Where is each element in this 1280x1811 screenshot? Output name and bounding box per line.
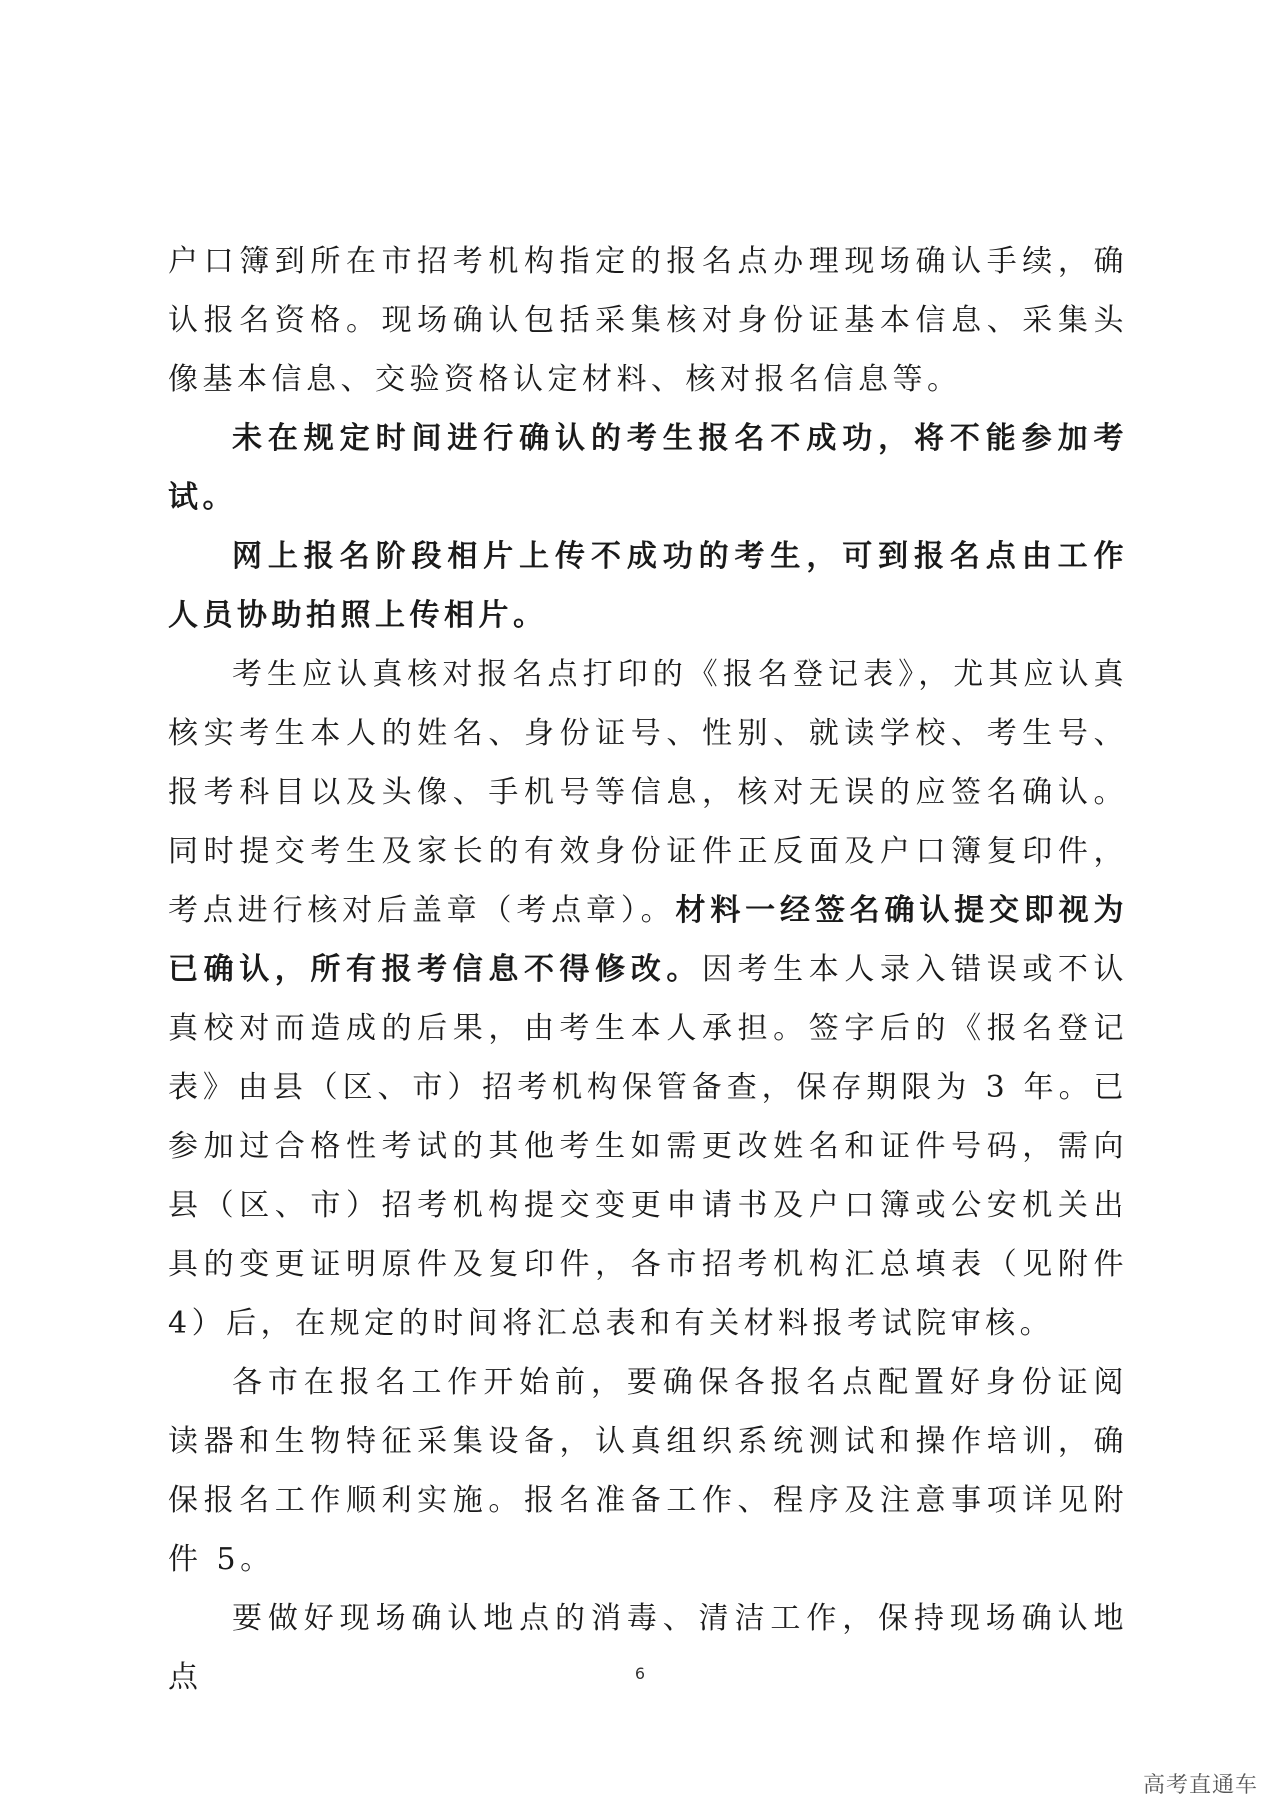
document-body [168,232,1128,1707]
paragraph-confirmation-procedure: 户口簿到所在市招考机构指定的报名点办理现场确认手续，确认报名资格。现场确认包括采集核对身份证基本信息、采集头像基本信息、交验资格认定材料、核对报名信息等。 [168,244,1128,397]
registration-form-retention-text: 因考生本人录入错误或不认真校对而造成的后果，由考生本人承担。签字后的《报名登记表》由县（区、市）招考机构保管备查，保存期限为 3 年。已参加过合格性考试的其他考生如需更改姓名和证件号码，需向县（区、市）招考机构提交变更申请书及户口簿或公安机关出具的变更证明原件及复印件，各市招考机构汇总填表（见附件 4）后，在规定的时间将汇总表和有关材料报考试院审核。 [168,952,1129,1341]
paragraph-unconfirmed-warning: 未在规定时间进行确认的考生报名不成功，将不能参加考试。 [168,421,1128,515]
watermark: 高考直通车 [1142,1773,1258,1798]
paragraph-equipment-preparation: 各市在报名工作开始前，要确保各报名点配置好身份证阅读器和生物特征采集设备，认真组织系统测试和操作培训，确保报名工作顺利实施。报名准备工作、程序及注意事项详见附件 5。 [168,1365,1128,1577]
paragraph-disinfection: 要做好现场确认地点的消毒、清洁工作，保持现场确认地点 [168,1601,1128,1695]
paragraph-photo-upload: 网上报名阶段相片上传不成功的考生，可到报名点由工作人员协助拍照上传相片。 [168,539,1128,633]
registration-form-check-text: 考生应认真核对报名点打印的《报名登记表》，尤其应认真核实考生本人的姓名、身份证号、性别、就读学校、考生号、报考科目以及头像、手机号等信息，核对无误的应签名确认。同时提交考生及家长的有效身份证件正反面及户口簿复印件，考点进行核对后盖章（考点章）。 [168,657,1128,928]
paragraph-registration-form-check [168,645,1128,1353]
signature-confirmation-notice: 材料一经签名确认提交即视为已确认，所有报考信息不得修改。 [168,893,1128,987]
page-number: 6 [634,1664,646,1683]
